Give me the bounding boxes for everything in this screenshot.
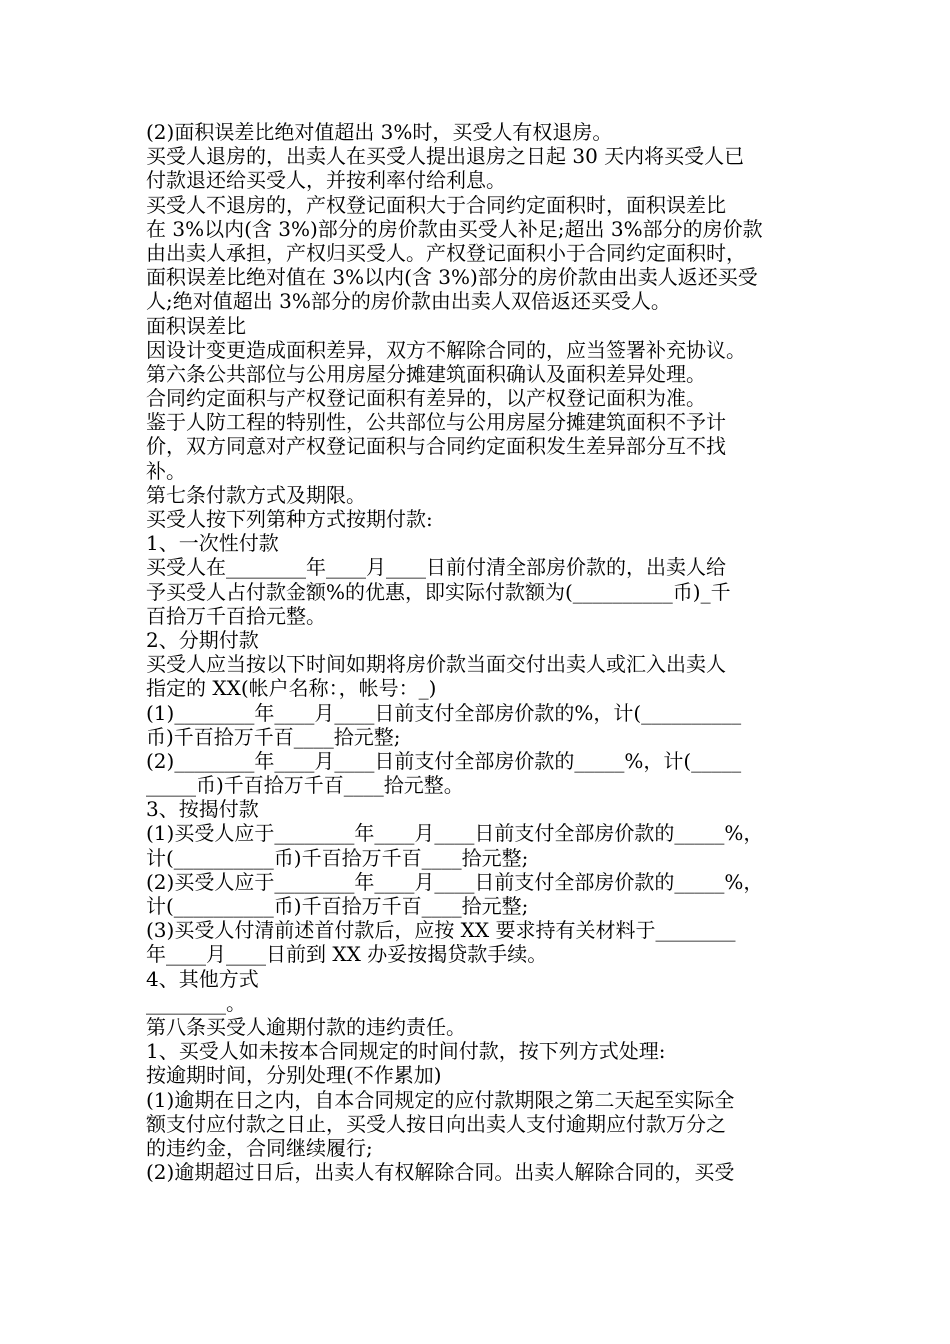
text-line: 指定的 XX(帐户名称：，帐号：_) [146,676,437,701]
text-line: (2)逾期超过日后，出卖人有权解除合同。出卖人解除合同的，买受 [146,1160,735,1185]
text-line: 币)千百拾万千百____拾元整; [146,724,401,749]
text-line: 第六条公共部位与公用房屋分摊建筑面积确认及面积差异处理。 [146,361,706,386]
text-line: 1、买受人如未按本合同规定的时间付款，按下列方式处理: [146,1039,666,1064]
text-line: 买受人退房的，出卖人在买受人提出退房之日起 30 天内将买受人已 [146,144,745,169]
text-line: ________。 [146,990,246,1015]
text-line: 买受人应当按以下时间如期将房价款当面交付出卖人或汇入出卖人 [146,652,726,677]
text-line: 予买受人占付款金额%的优惠，即实际付款额为(__________币)_千 [146,579,731,604]
text-line: 买受人不退房的，产权登记面积大于合同约定面积时，面积误差比 [146,192,726,217]
text-line: 面积误差比绝对值在 3%以内(含 3%)部分的房价款由出卖人返还买受 [146,265,758,290]
text-line: (2)买受人应于________年____月____日前支付全部房价款的_____%， [146,869,764,894]
text-line: 百拾万千百拾元整。 [146,603,326,628]
text-line: 4、其他方式 [146,966,259,991]
contract-text-body [146,120,814,1184]
text-line: (1)________年____月____日前支付全部房价款的%，计(__________ [146,700,742,725]
text-line: 2、分期付款 [146,627,259,652]
text-line: 买受人按下列第种方式按期付款: [146,507,433,531]
text-line: 额支付应付款之日止，买受人按日向出卖人支付逾期应付款万分之 [146,1111,726,1136]
text-line: 人;绝对值超出 3%部分的房价款由出卖人双倍返还买受人。 [146,289,671,314]
text-line: (2)面积误差比绝对值超出 3%时，买受人有权退房。 [146,120,613,144]
text-line: 合同约定面积与产权登记面积有差异的，以产权登记面积为准。 [146,386,706,411]
text-line: 因设计变更造成面积差异，双方不解除合同的，应当签署补充协议。 [146,337,746,362]
text-line: (1)逾期在日之内，自本合同规定的应付款期限之第二天起至实际全 [146,1087,735,1112]
text-line: 买受人在________年____月____日前付清全部房价款的，出卖人给 [146,555,726,580]
text-line: 面积误差比 [146,313,246,338]
text-line: (3)买受人付清前述首付款后，应按 XX 要求持有关材料于________ [146,918,736,943]
text-line: 第七条付款方式及期限。 [146,482,366,507]
text-line: 1、一次性付款 [146,531,279,556]
text-line: 价，双方同意对产权登记面积与合同约定面积发生差异部分互不找 [146,434,726,459]
text-line: 在 3%以内(含 3%)部分的房价款由买受人补足;超出 3%部分的房价款 [146,216,763,241]
text-line: 的违约金，合同继续履行; [146,1135,373,1160]
text-line: 鉴于人防工程的特别性，公共部位与公用房屋分摊建筑面积不予计 [146,410,726,435]
text-line: 3、按揭付款 [146,797,259,822]
text-line: 计(__________币)千百拾万千百____拾元整; [146,894,529,918]
text-line: 年____月____日前到 XX 办妥按揭贷款手续。 [146,942,548,967]
text-line: 第八条买受人逾期付款的违约责任。 [146,1014,466,1039]
text-line: 付款退还给买受人，并按利率付给利息。 [146,168,506,193]
text-line: _____币)千百拾万千百____拾元整。 [146,773,464,798]
text-line: 由出卖人承担，产权归买受人。产权登记面积小于合同约定面积时， [146,240,746,265]
text-line: 补。 [146,458,186,483]
text-line: 按逾期时间，分别处理(不作累加) [146,1063,442,1088]
text-line: (1)买受人应于________年____月____日前支付全部房价款的_____%， [146,821,764,846]
text-line: 计(__________币)千百拾万千百____拾元整; [146,845,529,870]
text-line: (2)________年____月____日前支付全部房价款的_____%，计(_____ [146,748,742,773]
